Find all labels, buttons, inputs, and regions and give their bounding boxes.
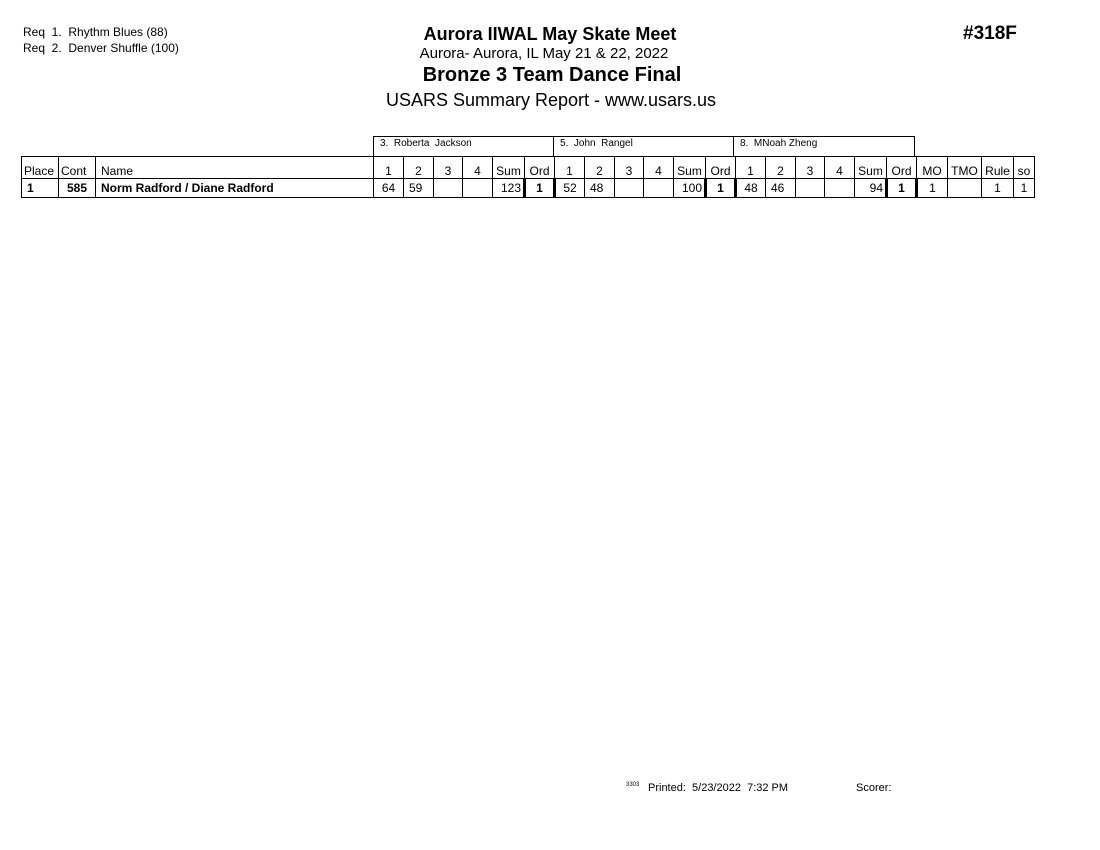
col-place: Place (22, 157, 59, 179)
cell-j1-score-3 (434, 179, 463, 198)
col-j2-ord: Ord (706, 157, 736, 179)
cell-cont: 585 (59, 179, 96, 198)
cell-j1-score-1: 64 (374, 179, 404, 198)
col-j2-score-4: 4 (644, 157, 674, 179)
col-j1-score-4: 4 (463, 157, 493, 179)
cell-j2-score-4 (644, 179, 674, 198)
table-row (22, 179, 1035, 198)
table-header-row (22, 157, 1035, 179)
col-j3-score-2: 2 (766, 157, 796, 179)
col-j3-score-4: 4 (825, 157, 855, 179)
cell-j2-score-1: 52 (555, 179, 585, 198)
col-j1-score-2: 2 (404, 157, 434, 179)
cell-name: Norm Radford / Diane Radford (96, 179, 374, 198)
cell-j2-ord: 1 (706, 179, 736, 198)
event-title: Bronze 3 Team Dance Final (422, 64, 682, 86)
cell-place: 1 (22, 179, 59, 198)
col-j1-ord: Ord (525, 157, 555, 179)
col-so: so (1014, 157, 1035, 179)
col-cont: Cont (59, 157, 96, 179)
requirement-2: Req 2. Denver Shuffle (100) (23, 41, 179, 55)
cell-mo: 1 (917, 179, 948, 198)
report-title: USARS Summary Report - www.usars.us (385, 90, 717, 110)
col-j3-score-1: 1 (736, 157, 766, 179)
col-j1-score-1: 1 (374, 157, 404, 179)
cell-j3-score-4 (825, 179, 855, 198)
cell-j2-score-2: 48 (585, 179, 615, 198)
col-j3-score-3: 3 (796, 157, 825, 179)
cell-j1-ord: 1 (525, 179, 555, 198)
col-rule: Rule (982, 157, 1014, 179)
col-j3-ord: Ord (887, 157, 917, 179)
footer-code: 3303 (626, 782, 640, 788)
cell-j1-sum: 123 (493, 179, 525, 198)
cell-rule: 1 (982, 179, 1014, 198)
cell-j3-sum: 94 (855, 179, 887, 198)
col-j2-sum: Sum (674, 157, 706, 179)
event-number: #318F (963, 23, 1017, 44)
judge-3-header: 8. MNoah Zheng (733, 136, 915, 156)
cell-j3-score-2: 46 (766, 179, 796, 198)
col-mo: MO (917, 157, 948, 179)
meet-title: Aurora IIWAL May Skate Meet (423, 24, 677, 44)
judge-1-header: 3. Roberta Jackson (373, 136, 554, 156)
col-j2-score-3: 3 (615, 157, 644, 179)
cell-j3-score-3 (796, 179, 825, 198)
col-j2-score-2: 2 (585, 157, 615, 179)
judge-2-header: 5. John Rangel (553, 136, 734, 156)
results-table (21, 156, 1035, 198)
meet-location: Aurora- Aurora, IL May 21 & 22, 2022 (419, 45, 669, 62)
cell-j3-ord: 1 (887, 179, 917, 198)
requirement-1: Req 1. Rhythm Blues (88) (23, 25, 168, 39)
col-j2-score-1: 1 (555, 157, 585, 179)
col-j1-sum: Sum (493, 157, 525, 179)
cell-j1-score-2: 59 (404, 179, 434, 198)
col-tmo: TMO (948, 157, 982, 179)
col-j1-score-3: 3 (434, 157, 463, 179)
printed-timestamp: Printed: 5/23/2022 7:32 PM (648, 782, 789, 794)
scorer-label: Scorer: (856, 782, 892, 794)
cell-so: 1 (1014, 179, 1035, 198)
cell-j2-score-3 (615, 179, 644, 198)
col-name: Name (96, 157, 374, 179)
cell-j2-sum: 100 (674, 179, 706, 198)
col-j3-sum: Sum (855, 157, 887, 179)
cell-j3-score-1: 48 (736, 179, 766, 198)
cell-j1-score-4 (463, 179, 493, 198)
cell-tmo (948, 179, 982, 198)
